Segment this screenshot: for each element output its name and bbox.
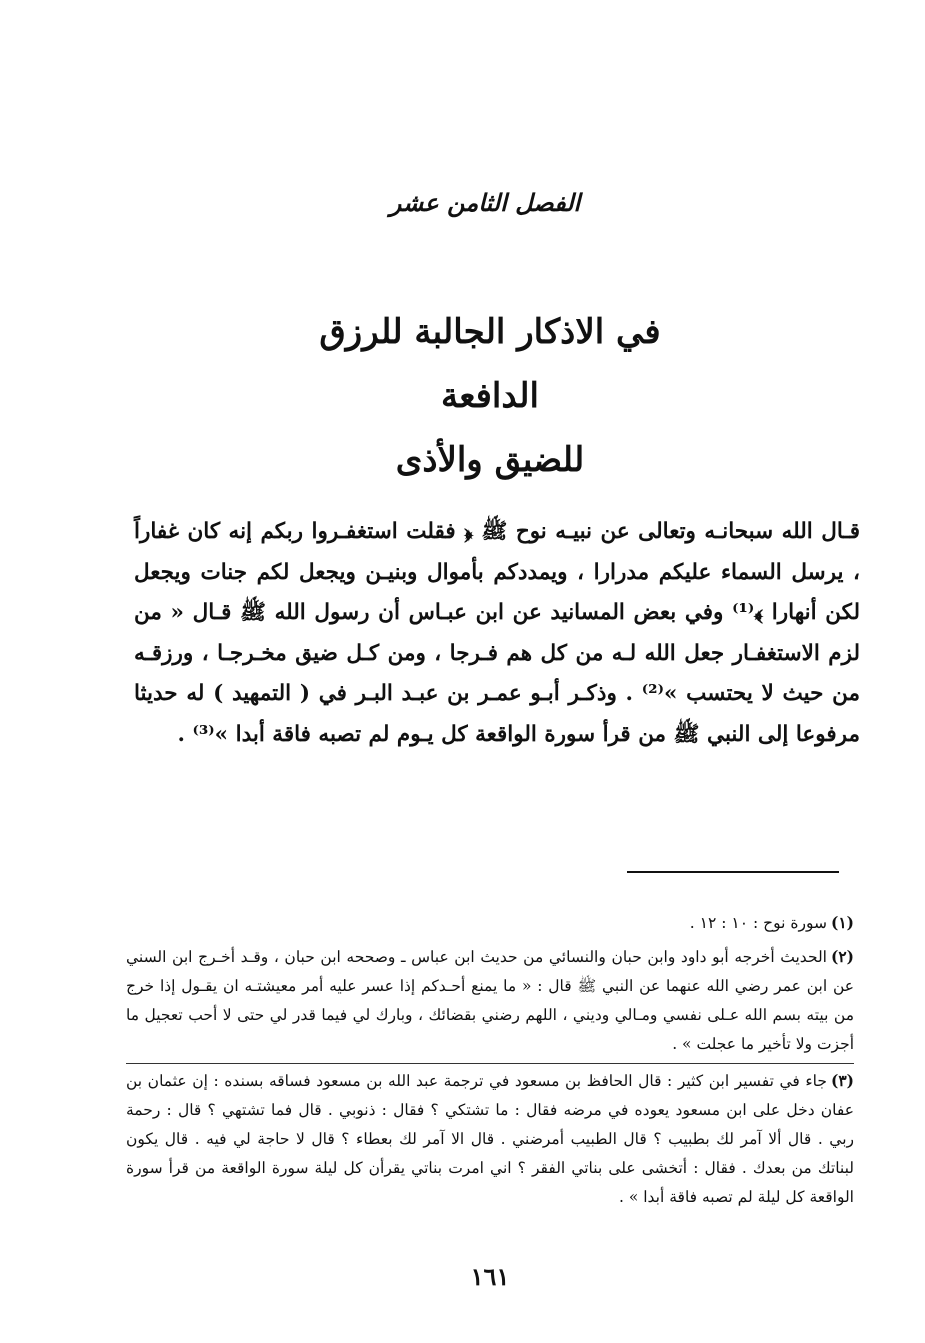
footnote-text: الحديث أخرجه أبو داود وابن حبان والنسائي من حديث ابن عباس ـ وصححه ابن حبان ، وقـد أخـرج ابن السني عن ابن عمر رضي الله عنهما عن النبي ﷺ قال : « ما يمنع أحـدكم إذا عسر عليه أمر معيشتـه ان يقـول إذا خرج من بيته بسم الله عـلى نفسي ومـالي وديني ، اللهم رضني بقضائك ، وبارك لي فيما قدر لي حتى لا أحب تعجيل ما أجزت ولا تأخير ما عجلت » . <box>126 948 854 1053</box>
footnote-2 <box>126 942 854 1059</box>
footnotes <box>126 908 854 1216</box>
chapter-title-line-2: للضيق والأذى <box>395 440 585 480</box>
footnote-3 <box>126 1063 854 1212</box>
footnote-number: (١) <box>830 913 854 932</box>
page-number: ١٦١ <box>470 1262 510 1291</box>
footnote-1 <box>126 908 854 938</box>
footnote-number: (٣) <box>830 1071 854 1090</box>
chapter-label: الفصل الثامن عشر <box>389 188 581 217</box>
body-paragraph: قـال الله سبحانـه وتعالى عن نبيـه نوح ﷺ ﴿ فقلت استغفـروا ربكم إنه كان غفاراً ، يرسل السماء عليكم مدرارا ، ويمددكم بأموال وبنيـن ويجعل لكم جنات ويجعل لكن أنهارا ﴾⁽¹⁾ وفي بعض المسانيد عن ابن عبـاس أن رسول الله ﷺ قـال « من لزم الاستغفـار جعل الله لـه من كل هم فـرجا ، ومن كـل ضيق مخـرجـا ، ورزقـه من حيث لا يحتسب »⁽²⁾ . وذكـر أبـو عمـر بن عبـد البـر في ( التمهيد ) له حديثا مرفوعا إلى النبي ﷺ من قرأ سورة الواقعة كل يـوم لم تصبه فاقة أبدا »⁽³⁾ . <box>134 519 860 747</box>
chapter-title-line-1: في الاذكار الجالبة للرزق الدافعة <box>319 312 661 416</box>
footnote-number: (٢) <box>830 947 854 966</box>
chapter-title <box>300 300 680 492</box>
footnote-text: جاء في تفسير ابن كثير : قال الحافظ بن مسعود في ترجمة عبد الله بن مسعود فساقه بسنده : إن عثمان بن عفان دخل على ابن مسعود يعوده في مرضه فقال : ما تشتكي ؟ فقال : ذنوبي . قال فما تشتهي ؟ قال : رحمة ربي . قال ألا آمر لك بطبيب ؟ قال الطبيب أمرضني . قال الا آمر لك بعطاء ؟ قال لا حاجة لي فيه . قال يكون لبناتك من بعدك . فقال : أتخشى على بناتي الفقر ؟ اني امرت بناتي يقرأن كل ليلة سورة الواقعة من قرأ سورة الواقعة كل ليلة لم تصبه فاقة أبدا » . <box>126 1072 854 1206</box>
footnote-divider <box>627 871 839 873</box>
footnote-text: سورة نوح : ١٠ : ١٢ . <box>689 914 827 932</box>
